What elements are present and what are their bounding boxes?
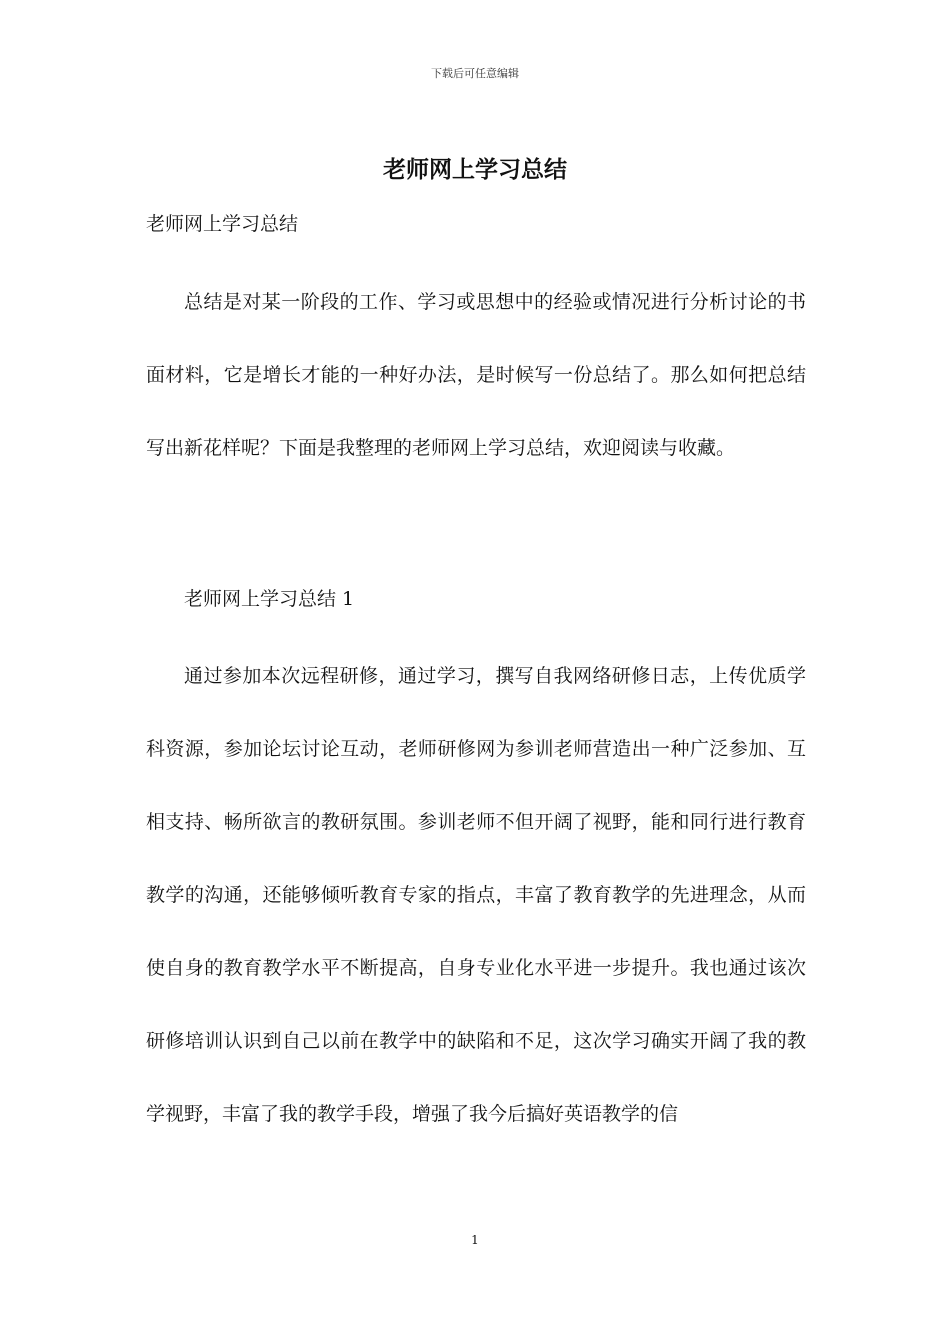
section-paragraph: 通过参加本次远程研修，通过学习，撰写自我网络研修日志，上传优质学科资源，参加论坛讨论互动，老师研修网为参训老师营造出一种广泛参加、互相支持、畅所欲言的教研氛围。参训老师不但开阔了视野，能和同行进行教育教学的沟通，还能够倾听教育专家的指点，丰富了教育教学的先进理念，从而使自身的教育教学水平不断提高，自身专业化水平进一步提升。我也通过该次研修培训认识到自己以前在教学中的缺陷和不足，这次学习确实开阔了我的教学视野，丰富了我的教学手段，增强了我今后搞好英语教学的信 <box>146 665 806 1125</box>
document-subtitle: 老师网上学习总结 <box>146 213 299 235</box>
page-number: 1 <box>471 1233 479 1247</box>
section-heading: 老师网上学习总结 1 <box>184 588 355 610</box>
document-title: 老师网上学习总结 <box>383 156 567 183</box>
intro-paragraph: 总结是对某一阶段的工作、学习或思想中的经验或情况进行分析讨论的书面材料，它是增长才能的一种好办法，是时候写一份总结了。那么如何把总结写出新花样呢？下面是我整理的老师网上学习总结，欢迎阅读与收藏。 <box>146 291 806 459</box>
header-note: 下载后可任意编辑 <box>431 67 519 80</box>
